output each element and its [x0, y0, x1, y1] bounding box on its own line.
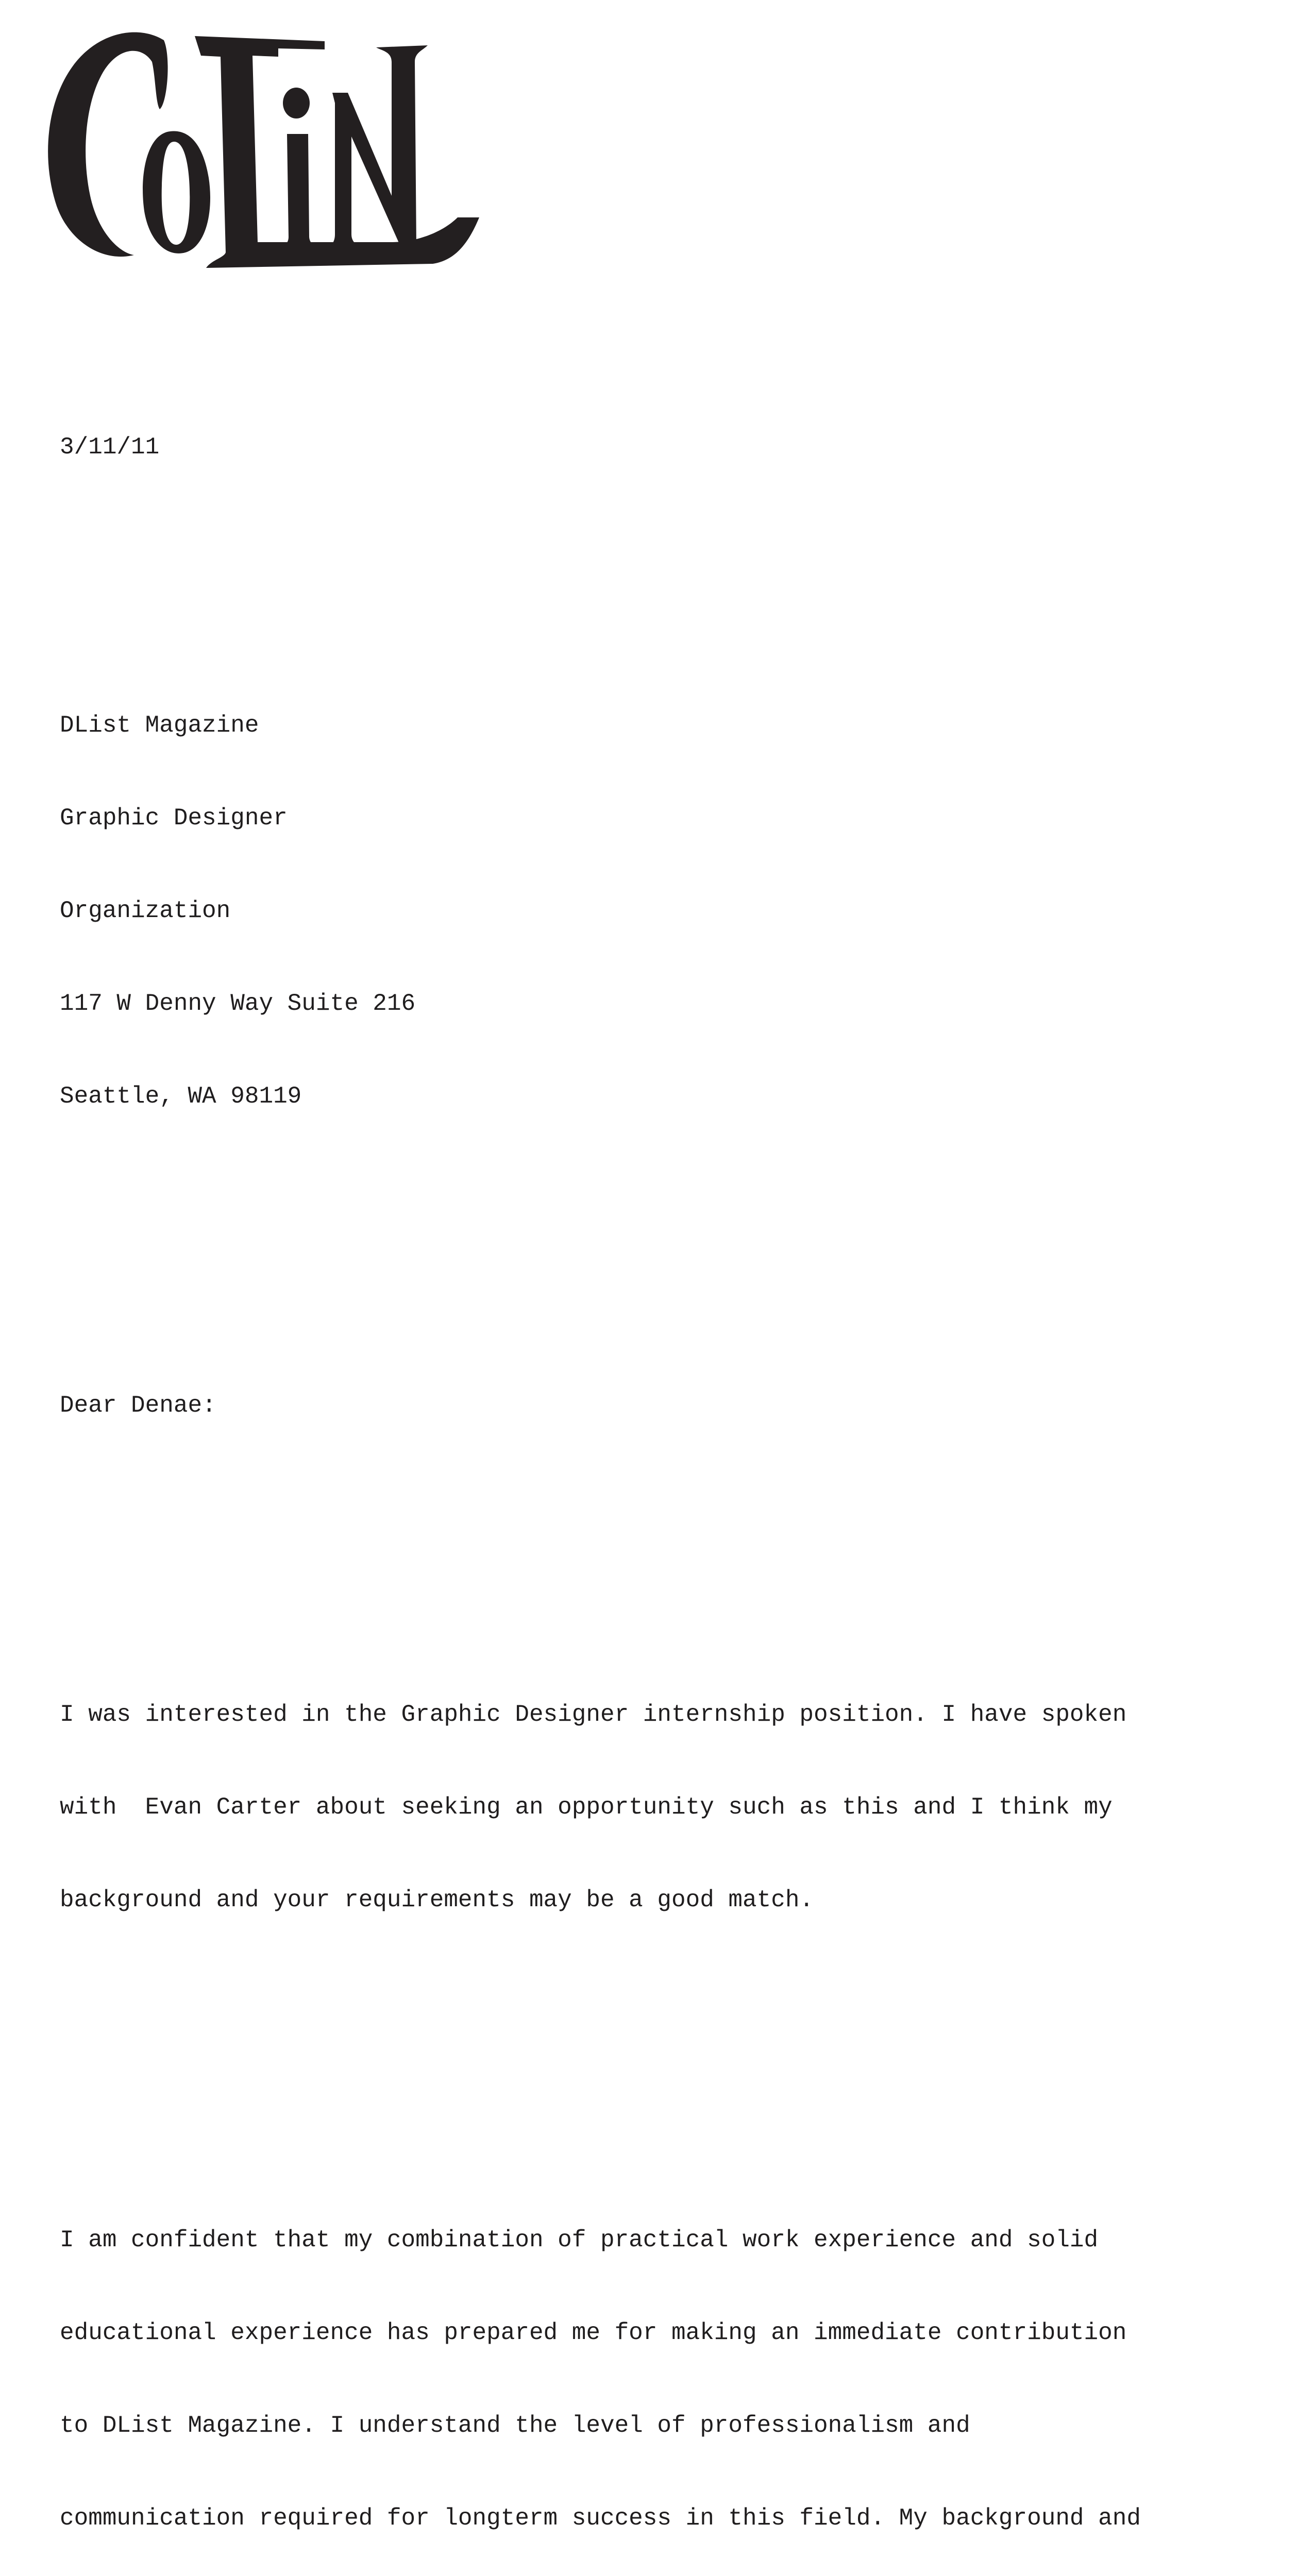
recipient-line: Organization: [60, 897, 231, 924]
paragraph-line: I was interested in the Graphic Designer internship position. I have spoken: [60, 1701, 1127, 1728]
recipient-line: Graphic Designer: [60, 805, 288, 832]
colin-logo: [36, 26, 490, 268]
recipient-line: DList Magazine: [60, 712, 259, 739]
paragraph-line: I am confident that my combination of practical work experience and solid: [60, 2227, 1099, 2253]
paragraph-line: to DList Magazine. I understand the level of professionalism and: [60, 2412, 970, 2439]
recipient-line: 117 W Denny Way Suite 216: [60, 990, 416, 1017]
paragraph-2: [60, 2163, 1260, 2576]
paragraph-line: educational experience has prepared me for making an immediate contribution: [60, 2319, 1127, 2346]
paragraph-line: with Evan Carter about seeking an opportunity such as this and I think my: [60, 1794, 1113, 1821]
paragraph-line: communication required for longterm success in this field. My background and: [60, 2505, 1141, 2532]
paragraph-line: background and your requirements may be a good match.: [60, 1887, 814, 1913]
recipient-line: Seattle, WA 98119: [60, 1083, 302, 1110]
letter-date: 3/11/11: [60, 434, 160, 461]
letter-body: [60, 370, 1260, 2576]
colin-wordmark-logo-icon: [36, 26, 490, 268]
recipient-address: [60, 648, 1260, 1174]
paragraph-1: [60, 1637, 1260, 1977]
salutation: Dear Denae:: [60, 1392, 216, 1419]
